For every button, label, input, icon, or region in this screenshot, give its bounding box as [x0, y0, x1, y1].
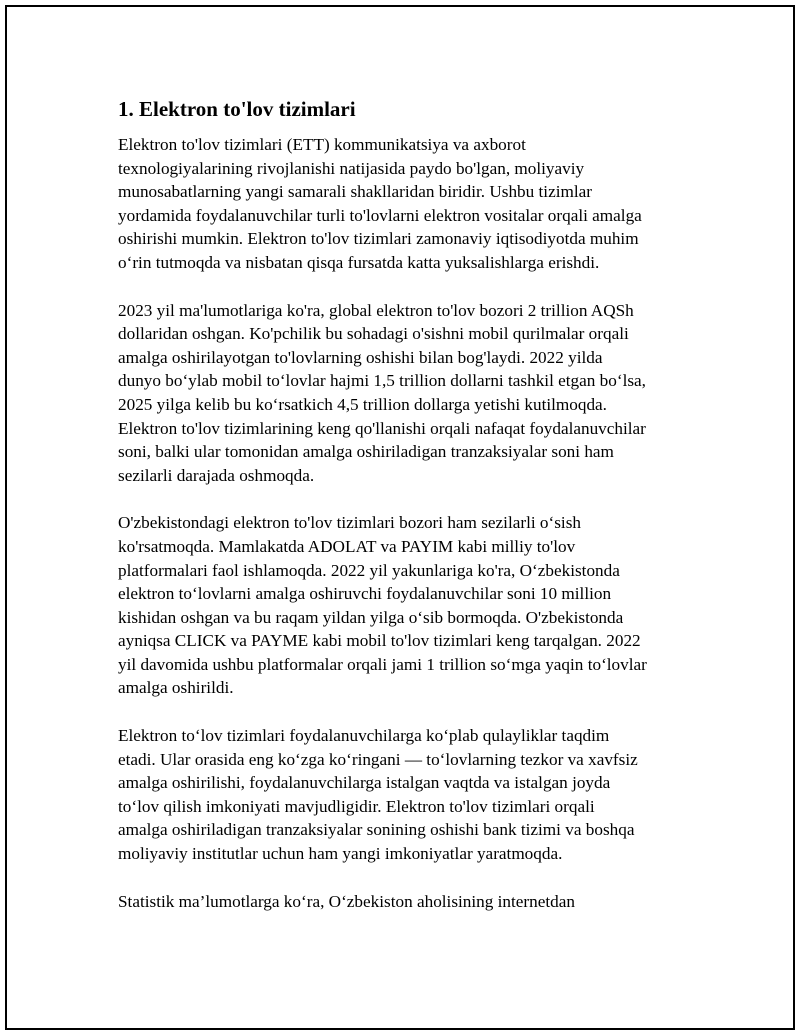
text-line: etadi. Ular orasida eng ko‘zga ko‘ringani — to‘lovlarning tezkor va xavfsiz [118, 749, 638, 769]
text-line: sezilarli darajada oshmoqda. [118, 465, 315, 485]
text-line: texnologiyalarining rivojlanishi natijasida paydo bo'lgan, moliyaviy [118, 158, 585, 178]
text-line: O'zbekistondagi elektron to'lov tizimlari bozori ham sezilarli o‘sish [118, 513, 581, 533]
text-line: munosabatlarning yangi samarali shakllaridan biridir. Ushbu tizimlar [118, 182, 592, 202]
document-page [5, 5, 795, 1030]
text-line: dunyo bo‘ylab mobil to‘lovlar hajmi 1,5 trillion dollarni tashkil etgan bo‘lsa, [118, 371, 646, 391]
text-line: amalga oshirilayotgan to'lovlarning oshishi bilan bog'laydi. 2022 yilda [118, 347, 603, 367]
text-line: 2025 yilga kelib bu ko‘rsatkich 4,5 trillion dollarga yetishi kutilmoqda. [118, 394, 607, 414]
paragraph-uzbekistan-market [118, 511, 708, 700]
paragraph-intro [118, 133, 708, 275]
text-line: yordamida foydalanuvchilar turli to'lovlarni elektron vositalar orqali amalga [118, 205, 642, 225]
text-line: elektron to‘lovlarni amalga oshiruvchi foydalanuvchilar soni 10 million [118, 584, 612, 604]
text-line: amalga oshirilishi, foydalanuvchilarga istalgan vaqtda va istalgan joyda [118, 773, 611, 793]
text-line: Elektron to'lov tizimlarining keng qo'llanishi orqali nafaqat foydalanuvchilar [118, 418, 646, 438]
text-line: kishidan oshgan va bu raqam yildan yilga o‘sib bormoqda. O'zbekistonda [118, 607, 624, 627]
text-line: Statistik ma’lumotlarga ko‘ra, O‘zbekiston aholisining internetdan [118, 891, 575, 911]
paragraph-global-market [118, 299, 708, 488]
text-line: dollaridan oshgan. Ko'pchilik bu sohadagi o'sishni mobil qurilmalar orqali [118, 324, 629, 344]
text-line: amalga oshirildi. [118, 678, 234, 698]
text-line: 2023 yil ma'lumotlariga ko'ra, global elektron to'lov bozori 2 trillion AQSh [118, 300, 634, 320]
text-line: ayniqsa CLICK va PAYME kabi mobil to'lov tizimlari keng tarqalgan. 2022 [118, 631, 641, 651]
section-heading: 1. Elektron to'lov tizimlari [118, 97, 356, 121]
text-line: moliyaviy institutlar uchun ham yangi imkoniyatlar yaratmoqda. [118, 844, 563, 864]
document-body [118, 96, 708, 937]
text-line: Elektron to‘lov tizimlari foydalanuvchilarga ko‘plab qulayliklar taqdim [118, 726, 610, 746]
text-line: amalga oshiriladigan tranzaksiyalar sonining oshishi bank tizimi va boshqa [118, 820, 635, 840]
text-line: yil davomida ushbu platformalar orqali jami 1 trillion so‘mga yaqin to‘lovlar [118, 654, 647, 674]
paragraph-statistics [118, 890, 708, 914]
text-line: Elektron to'lov tizimlari (ETT) kommunikatsiya va axborot [118, 135, 526, 154]
text-line: oshirishi mumkin. Elektron to'lov tizimlari zamonaviy iqtisodiyotda muhim [118, 229, 639, 249]
text-line: to‘lov qilish imkoniyati mavjudligidir. Elektron to'lov tizimlari orqali [118, 796, 595, 816]
text-line: soni, balki ular tomonidan amalga oshiriladigan tranzaksiyalar soni ham [118, 442, 614, 462]
paragraph-benefits [118, 724, 708, 866]
text-line: platformalari faol ishlamoqda. 2022 yil yakunlariga ko'ra, O‘zbekistonda [118, 560, 620, 580]
text-line: ko'rsatmoqda. Mamlakatda ADOLAT va PAYIM kabi milliy to'lov [118, 536, 576, 556]
text-line: o‘rin tutmoqda va nisbatan qisqa fursatda katta yuksalishlarga erishdi. [118, 252, 600, 272]
